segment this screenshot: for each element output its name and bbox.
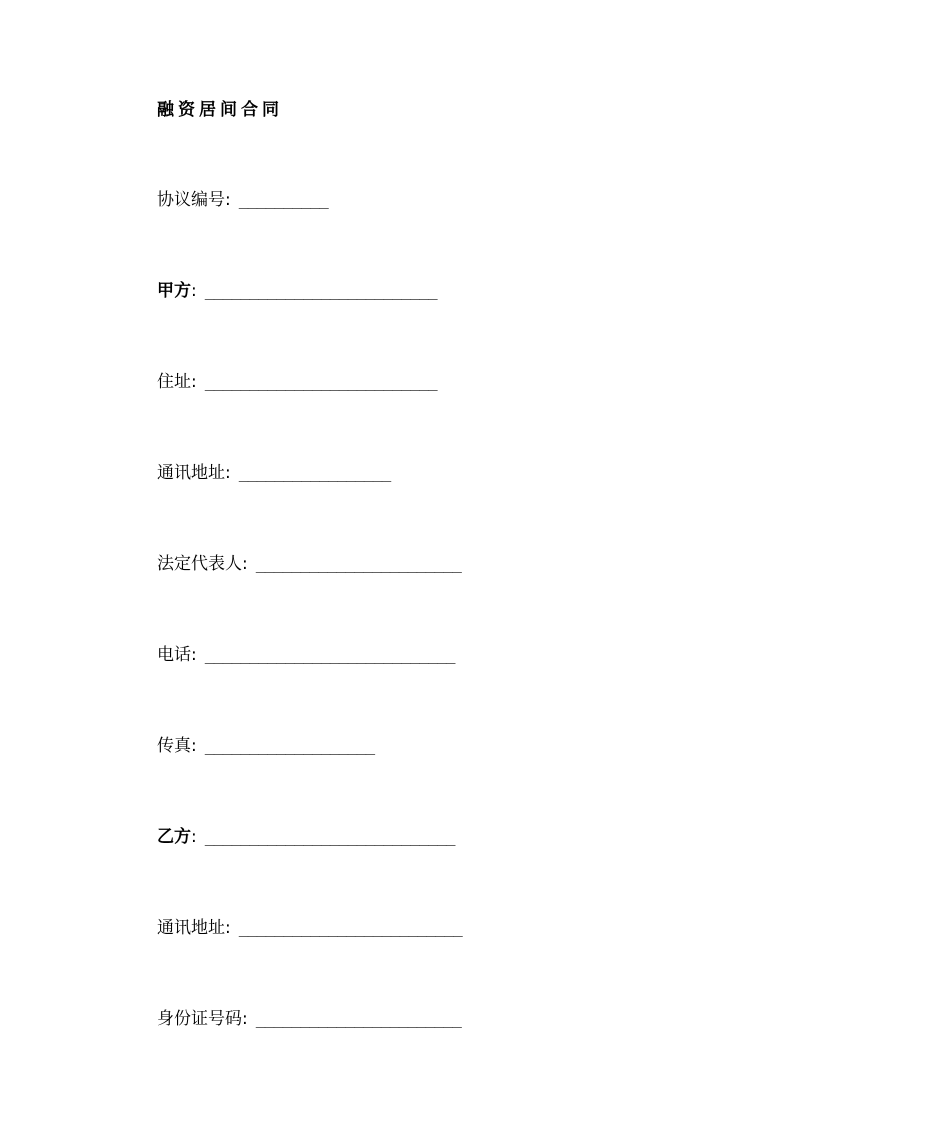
field-blank-line[interactable]: ____________________​______ [204, 281, 437, 300]
field-label: 传真 [157, 736, 191, 756]
field-phone [157, 643, 455, 667]
field-label: 乙方 [157, 827, 191, 847]
field-party-b [157, 825, 455, 849]
field-label: 法定代表人 [157, 554, 242, 574]
field-label: 通讯地址 [157, 918, 225, 938]
field-blank-line[interactable]: ___________________ [204, 736, 375, 755]
field-blank-line[interactable]: ____________________​___ [255, 1009, 462, 1028]
field-blank-line[interactable]: _________________________​___ [204, 645, 455, 664]
field-label: 住址 [157, 372, 191, 392]
field-colon: : [242, 1009, 248, 1029]
field-blank-line[interactable]: _________________________​___ [204, 827, 455, 846]
field-colon: : [242, 554, 248, 574]
field-agreement-number [157, 188, 328, 212]
field-colon: : [191, 281, 197, 301]
field-address [157, 370, 437, 394]
field-colon: : [225, 918, 231, 938]
field-party-a [157, 279, 437, 303]
field-blank-line[interactable]: ____________________​______ [204, 372, 437, 391]
field-mailing-address-a [157, 461, 391, 485]
field-label: 电话 [157, 645, 191, 665]
field-blank-line[interactable]: __________ [238, 190, 329, 209]
field-label: 甲方 [157, 281, 191, 301]
field-mailing-address-b [157, 916, 462, 940]
field-colon: : [191, 645, 197, 665]
field-colon: : [191, 827, 197, 847]
document-title: 融资居间合同 [157, 100, 283, 120]
field-blank-line[interactable]: _________________ [238, 463, 391, 482]
field-id-number [157, 1007, 461, 1031]
field-blank-line[interactable]: _____________________​___​_ [238, 918, 463, 937]
field-colon: : [191, 372, 197, 392]
field-label: 身份证号码 [157, 1009, 242, 1029]
field-colon: : [225, 463, 231, 483]
field-legal-representative [157, 552, 461, 576]
field-blank-line[interactable]: ____________________​___ [255, 554, 462, 573]
field-label: 协议编号 [157, 190, 225, 210]
field-colon: : [191, 736, 197, 756]
field-label: 通讯地址 [157, 463, 225, 483]
field-colon: : [225, 190, 231, 210]
field-fax [157, 734, 374, 758]
